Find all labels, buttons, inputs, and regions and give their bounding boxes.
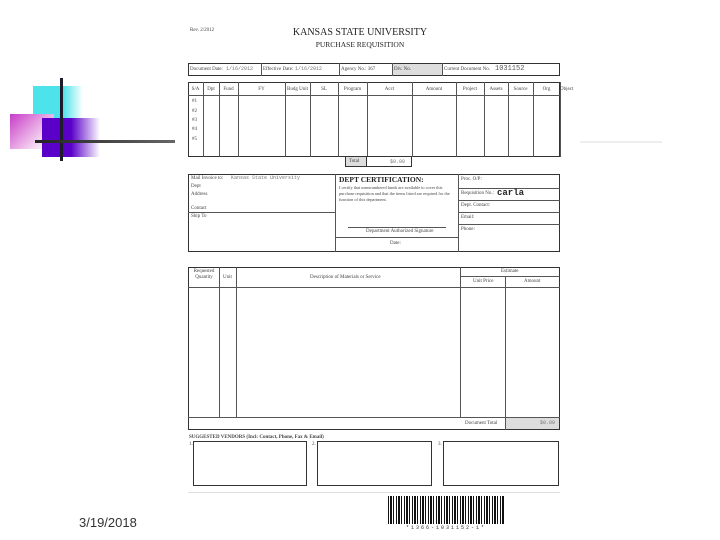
- contact-label: Contact: [191, 206, 207, 211]
- amount-header: Amount: [524, 279, 541, 284]
- document-date-field[interactable]: 1/16/2012: [226, 66, 254, 72]
- qty-header: Requested Quantity: [193, 269, 215, 280]
- decor-horizontal-line: [35, 140, 175, 143]
- account-column-header: Project: [462, 87, 478, 92]
- form-title: KANSAS STATE UNIVERSITY: [292, 27, 428, 38]
- current-doc-field[interactable]: 1031152: [495, 65, 525, 73]
- unit-header: Unit: [223, 275, 232, 280]
- cert-title: DEPT CERTIFICATION:: [339, 175, 424, 184]
- column-divider: [508, 82, 509, 157]
- agency-label: Agency No.: 367: [341, 67, 376, 72]
- vendor-number: 2.: [312, 442, 316, 447]
- account-column-header: Amount: [425, 87, 443, 92]
- document-total-label: Document Total: [465, 421, 498, 426]
- column-divider: [285, 82, 286, 157]
- account-column-header: Program: [343, 87, 362, 92]
- account-column-header: Budg Unit: [287, 87, 308, 92]
- account-column-header: Assets: [489, 87, 503, 92]
- column-divider: [219, 82, 220, 157]
- account-column-header: S/A: [191, 87, 200, 92]
- signature-label: Department Authorized Signature: [366, 229, 434, 234]
- vendor-number: 3.: [438, 442, 442, 447]
- mail-invoice-label: Mail Invoice to:: [191, 176, 224, 181]
- column-divider: [310, 82, 311, 157]
- vendor-number: 1.: [189, 442, 193, 447]
- description-header: Description of Materials or Service: [310, 275, 381, 280]
- current-doc-label: Current Document No.: [444, 67, 490, 72]
- column-divider: [238, 82, 239, 157]
- column-divider: [367, 82, 368, 157]
- column-divider: [203, 82, 204, 157]
- effective-date-field[interactable]: 1/16/2012: [295, 66, 323, 72]
- account-row-label: #1: [192, 99, 197, 104]
- effective-date-label: Effective Date:: [263, 67, 294, 72]
- account-column-header: Acct: [384, 87, 395, 92]
- account-column-header: Source: [513, 87, 528, 92]
- requisition-label: Requisition No.:: [461, 191, 495, 196]
- slide-date: 3/19/2018: [79, 515, 137, 530]
- column-divider: [560, 82, 561, 157]
- vendor-box-1[interactable]: [193, 441, 307, 486]
- dept-label: Dept: [191, 184, 201, 189]
- vendor-box-2[interactable]: [317, 441, 432, 486]
- proc-label: Proc. O/P:: [461, 177, 482, 182]
- vendors-label: SUGGESTED VENDORS (Incl: Contact, Phone, Fax & Email): [189, 435, 324, 440]
- barcode: [388, 496, 504, 524]
- decor-purple-square: [42, 118, 100, 157]
- column-divider: [533, 82, 534, 157]
- column-divider: [456, 82, 457, 157]
- div-no-label: Div. No.: [394, 67, 412, 72]
- account-column-header: Object: [560, 87, 574, 92]
- account-column-header: Dpt: [207, 87, 215, 92]
- estimate-header: Estimate: [501, 269, 519, 274]
- account-row-label: #5: [192, 137, 197, 142]
- account-row-label: #2: [192, 109, 197, 114]
- column-divider: [338, 82, 339, 157]
- account-row-label: #4: [192, 127, 197, 132]
- account-column-header: FY: [258, 87, 265, 92]
- decor-vertical-line: [60, 78, 63, 161]
- barcode-text: *1366-1031152-1*: [405, 525, 486, 531]
- requisition-field[interactable]: carla: [497, 188, 525, 198]
- document-date-label: Document Date:: [190, 67, 223, 72]
- account-table: [188, 82, 560, 157]
- document-total-value: $0.00: [540, 420, 556, 426]
- ship-to-label: Ship To: [191, 214, 207, 219]
- address-label: Address: [191, 192, 208, 197]
- account-row-label: #3: [192, 118, 197, 123]
- column-divider: [412, 82, 413, 157]
- total-label: Total: [349, 159, 360, 164]
- account-column-header: Fund: [223, 87, 234, 92]
- form-subtitle: PURCHASE REQUISITION: [315, 40, 405, 49]
- total-value: $0.00: [390, 159, 406, 165]
- account-column-header: SL: [321, 87, 327, 92]
- cert-text: I certify that unencumbered funds are available to cover this purchase requisition and that the items listed are required for the function of this department.: [339, 185, 450, 202]
- unit-price-header: Unit Price: [473, 279, 494, 284]
- dept-contact-label: Dept. Contact:: [461, 203, 491, 208]
- account-column-header: Org: [542, 87, 551, 92]
- vendor-box-3[interactable]: [443, 441, 559, 486]
- date-label: Date:: [390, 241, 401, 246]
- phone-label: Phone:: [461, 227, 475, 232]
- decor-faint-line: [580, 141, 662, 143]
- column-divider: [484, 82, 485, 157]
- revision: Rev. 2/2012: [190, 28, 215, 33]
- total-value-cell: [366, 156, 412, 167]
- mail-invoice-field[interactable]: Kansas State University: [231, 175, 301, 181]
- email-label: Email:: [461, 215, 475, 220]
